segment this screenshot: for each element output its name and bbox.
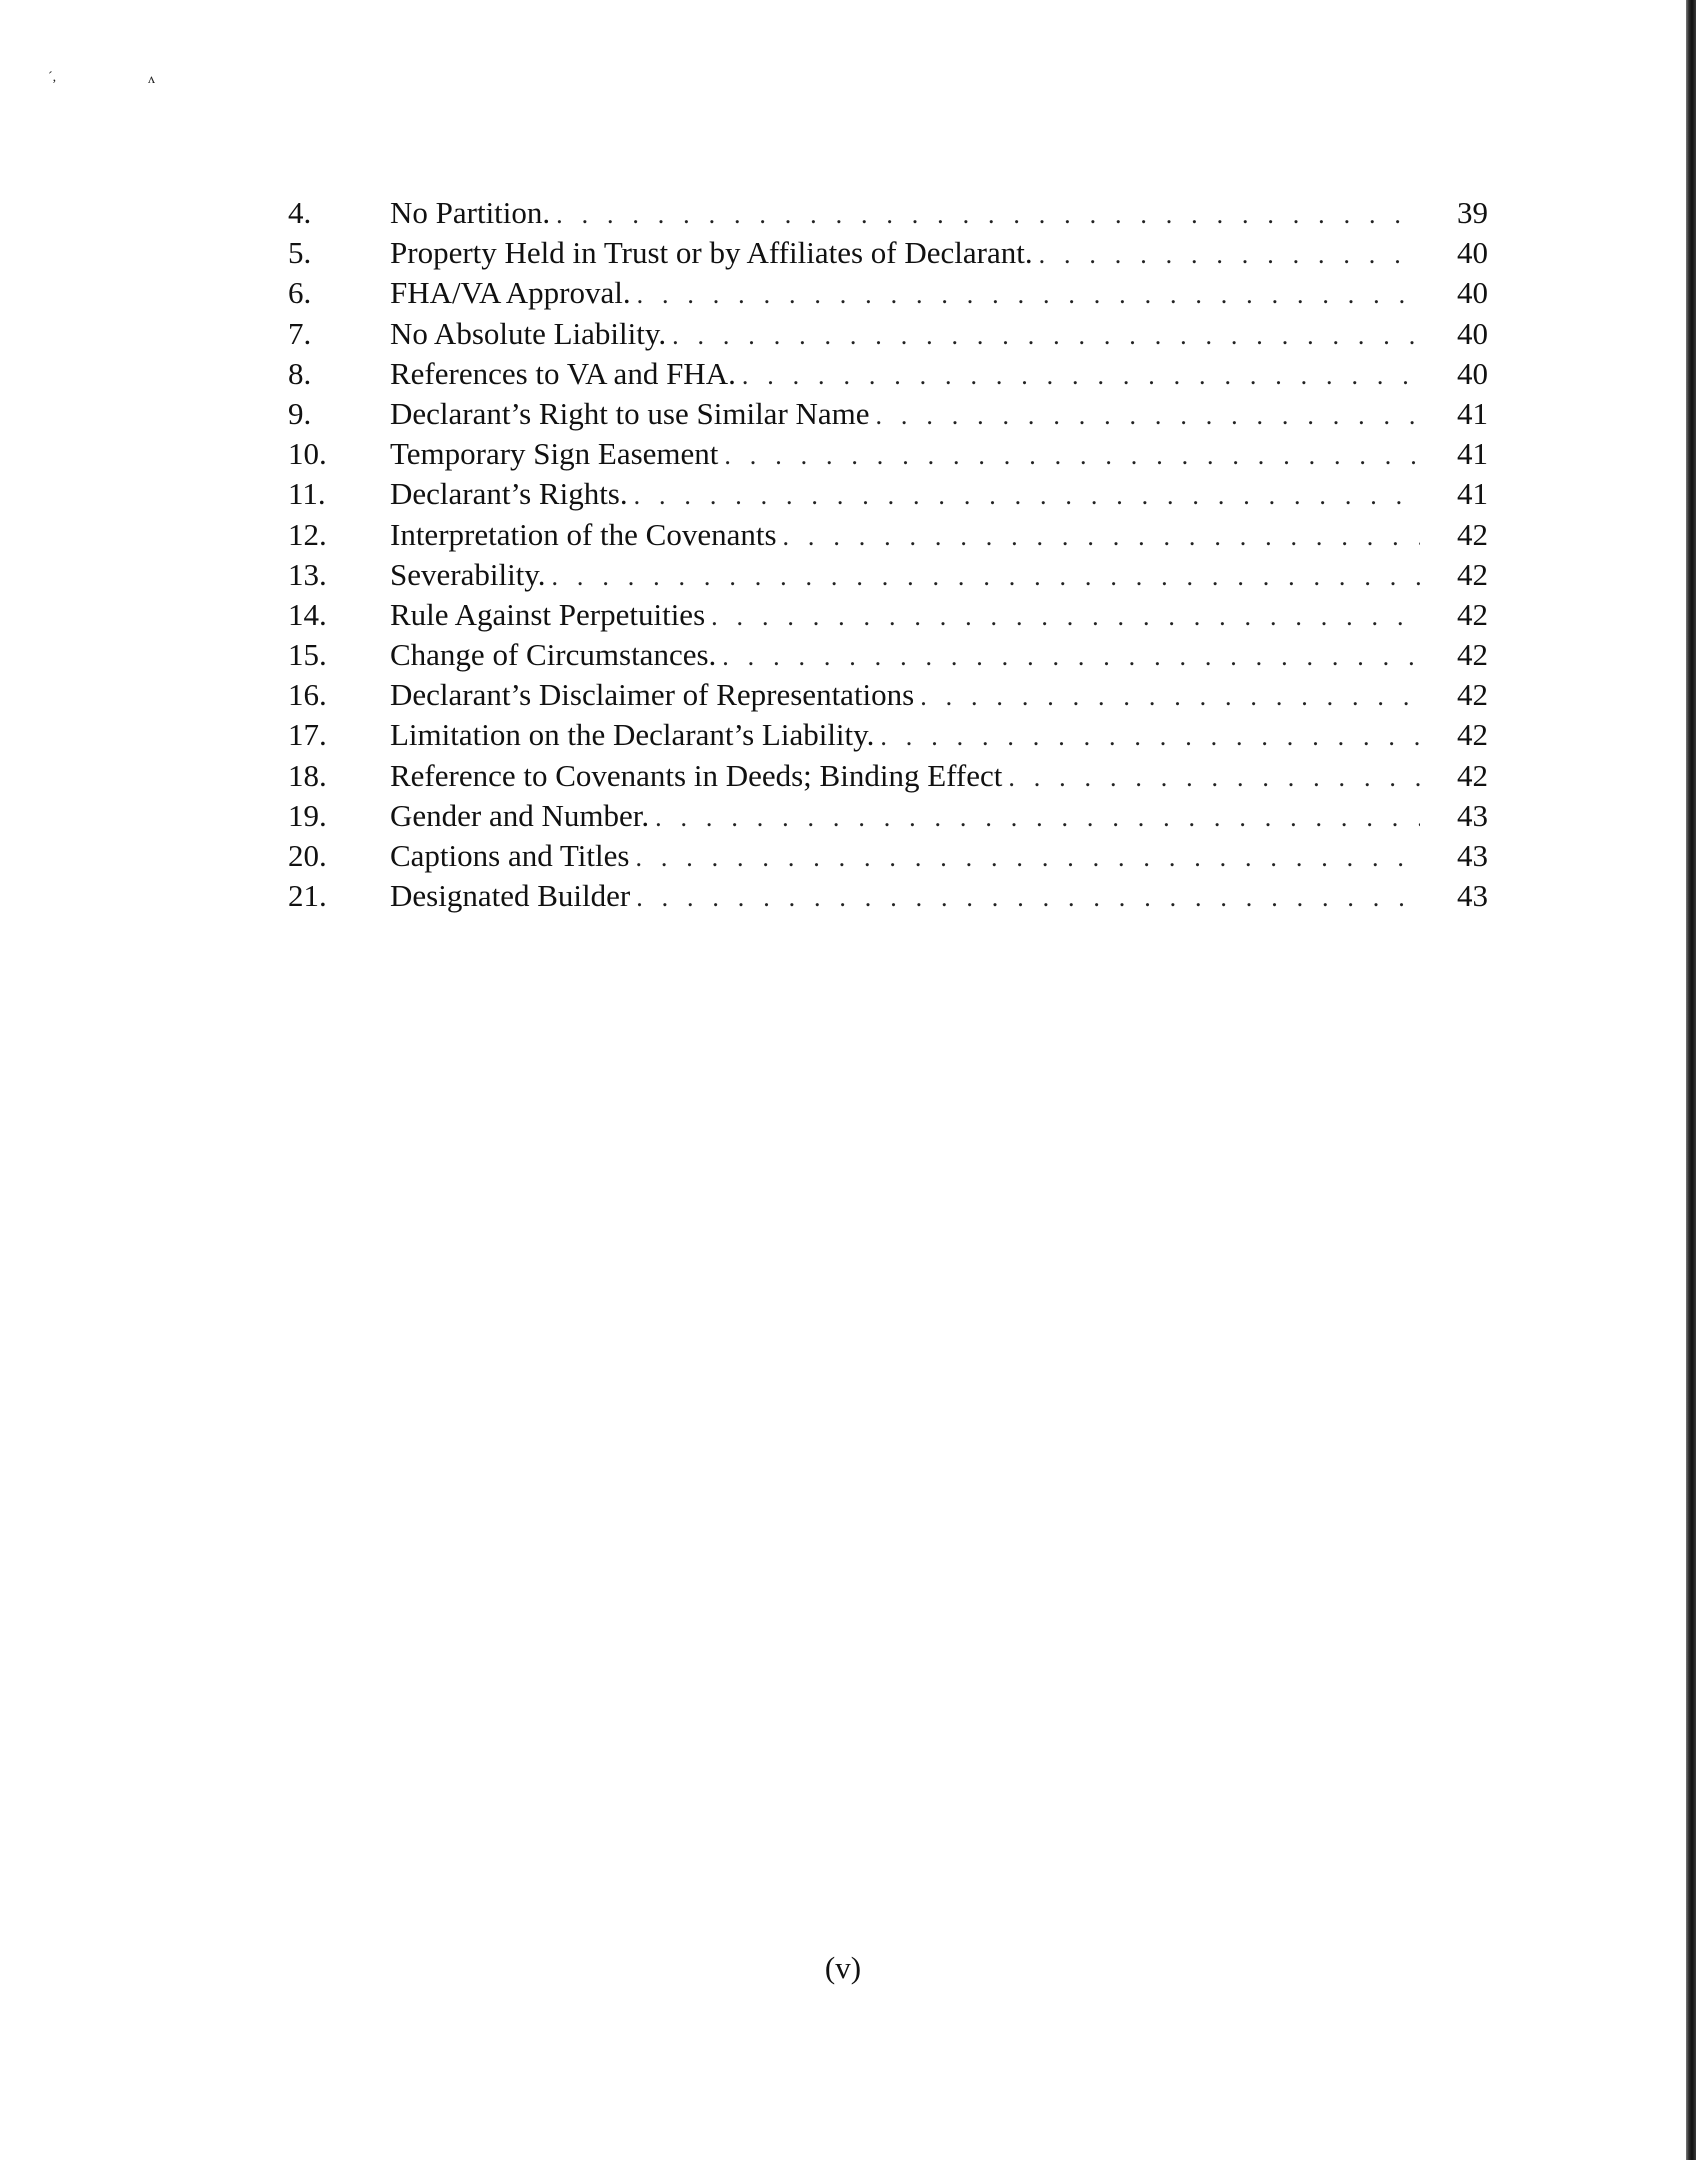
toc-entry-page: 43 — [1457, 797, 1488, 833]
dot-leader — [920, 677, 1420, 717]
toc-entry — [288, 836, 1488, 876]
dot-leader — [742, 356, 1420, 396]
toc-entry-number: 4. — [288, 195, 312, 230]
dot-leader — [655, 798, 1420, 838]
toc-entry-page: 41 — [1457, 476, 1488, 512]
toc-entry-number: 17. — [288, 717, 327, 753]
toc-entry-page: 40 — [1457, 235, 1488, 271]
toc-entry-title: Declarant’s Right to use Similar Name — [390, 395, 870, 431]
toc-entry-title: FHA/VA Approval. — [390, 275, 631, 311]
toc-entry-title: Reference to Covenants in Deeds; Binding Effect — [390, 757, 1003, 793]
dot-leader — [634, 476, 1420, 516]
toc-entry-number: 21. — [288, 878, 327, 914]
toc-entry-page: 40 — [1457, 275, 1488, 311]
toc-entry — [288, 756, 1488, 796]
toc-entry — [288, 876, 1488, 916]
toc-entry-page: 42 — [1457, 677, 1488, 713]
toc-entry — [288, 796, 1488, 836]
toc-entry-number: 16. — [288, 677, 327, 713]
toc-entry-number: 7. — [288, 315, 312, 351]
toc-entry-number: 14. — [288, 596, 327, 632]
toc-entry-title: Limitation on the Declarant’s Liability. — [390, 717, 875, 753]
toc-entry-title: Property Held in Trust or by Affiliates of Declarant. — [390, 235, 1033, 271]
scan-artifact: ´, — [48, 70, 57, 85]
toc-entry-number: 8. — [288, 355, 312, 391]
dot-leader — [1008, 758, 1420, 798]
toc-entry-title: Captions and Titles — [390, 838, 630, 873]
toc-entry-number: 5. — [288, 235, 312, 271]
dot-leader — [552, 557, 1420, 597]
dot-leader — [722, 637, 1420, 677]
toc-entry-number: 10. — [288, 436, 327, 472]
dot-leader — [880, 717, 1420, 757]
toc-entry-title: References to VA and FHA. — [390, 355, 736, 391]
dot-leader — [783, 517, 1420, 557]
toc-entry-page: 40 — [1457, 315, 1488, 351]
toc-entry — [288, 354, 1488, 394]
toc-entry-number: 15. — [288, 637, 327, 673]
toc-entry — [288, 555, 1488, 595]
scan-edge — [1686, 0, 1696, 2160]
toc-entry — [288, 715, 1488, 755]
toc-entry-number: 9. — [288, 395, 312, 431]
toc-entry — [288, 273, 1488, 313]
toc-entry-page: 41 — [1457, 436, 1488, 472]
toc-entry — [288, 675, 1488, 715]
toc-entry-number: 19. — [288, 797, 327, 833]
toc-entry-title: Declarant’s Rights. — [390, 476, 628, 512]
toc-entry — [288, 193, 1488, 233]
dot-leader — [724, 436, 1420, 476]
dot-leader — [556, 195, 1420, 235]
toc-entry-title: No Partition. — [390, 195, 551, 230]
toc-entry-page: 42 — [1457, 556, 1488, 592]
toc-entry — [288, 434, 1488, 474]
toc-entry-title: Temporary Sign Easement — [390, 436, 719, 472]
toc-entry-page: 42 — [1457, 637, 1488, 673]
toc-entry-title: Change of Circumstances. — [390, 637, 717, 673]
dot-leader — [672, 316, 1420, 356]
toc-entry-page: 39 — [1457, 195, 1488, 230]
toc-entry — [288, 515, 1488, 555]
dot-leader — [637, 275, 1420, 315]
toc-entry-title: Rule Against Perpetuities — [390, 596, 706, 632]
toc-entry-title: Severability. — [390, 556, 546, 592]
toc-entry-number: 12. — [288, 516, 327, 552]
toc-entry-page: 40 — [1457, 355, 1488, 391]
toc-entry — [288, 635, 1488, 675]
toc-entry-number: 11. — [288, 476, 326, 512]
toc-entry-page: 42 — [1457, 596, 1488, 632]
toc-entry-page: 43 — [1457, 878, 1488, 914]
toc-entry-title: Declarant’s Disclaimer of Representations — [390, 677, 915, 713]
toc-entry-page: 41 — [1457, 395, 1488, 431]
toc-entry — [288, 474, 1488, 514]
toc-entry-page: 42 — [1457, 516, 1488, 552]
toc-entry-page: 43 — [1457, 838, 1488, 873]
dot-leader — [1039, 235, 1420, 275]
toc-entry-title: Gender and Number. — [390, 797, 650, 833]
toc-entry — [288, 595, 1488, 635]
page-number: (v) — [824, 1950, 862, 1985]
scan-artifact: ʌ — [148, 72, 155, 87]
dot-leader — [635, 838, 1420, 878]
toc-entry-page: 42 — [1457, 717, 1488, 753]
toc-entry-number: 6. — [288, 275, 312, 311]
table-of-contents — [288, 193, 1488, 916]
dot-leader — [711, 597, 1420, 637]
toc-entry-number: 18. — [288, 757, 327, 793]
toc-entry-number: 13. — [288, 556, 327, 592]
toc-entry — [288, 394, 1488, 434]
toc-entry-number: 20. — [288, 838, 327, 873]
toc-entry-title: No Absolute Liability. — [390, 315, 667, 351]
toc-entry-title: Interpretation of the Covenants — [390, 516, 777, 552]
toc-entry-title: Designated Builder — [390, 878, 631, 914]
dot-leader — [876, 396, 1420, 436]
toc-entry — [288, 233, 1488, 273]
toc-entry — [288, 314, 1488, 354]
toc-entry-page: 42 — [1457, 757, 1488, 793]
dot-leader — [636, 878, 1420, 918]
